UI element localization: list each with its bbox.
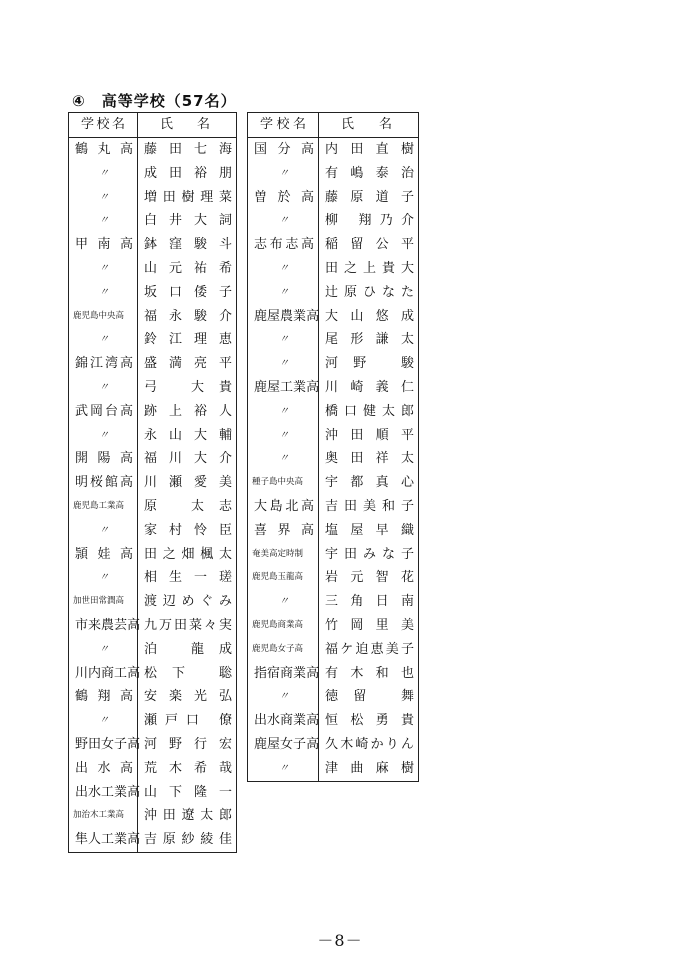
student-name-cell bbox=[319, 733, 419, 757]
school-name: 明 桜 館 高 bbox=[75, 475, 133, 491]
table-row bbox=[248, 638, 419, 662]
student-name: 坂 口 倭 子 bbox=[144, 284, 232, 300]
school-cell bbox=[69, 519, 138, 543]
student-name: 渡 辺 め ぐ み bbox=[144, 594, 232, 610]
student-name-cell bbox=[138, 566, 237, 590]
school-cell bbox=[248, 138, 319, 162]
student-name: 岩 元 智 花 bbox=[325, 570, 414, 586]
student-name: 橋 口 健 太 郎 bbox=[325, 403, 414, 419]
school-cell bbox=[69, 138, 138, 162]
student-name-cell bbox=[319, 162, 419, 186]
student-name: 藤 田 七 海 bbox=[144, 142, 232, 157]
school-cell bbox=[69, 757, 138, 781]
student-name-cell bbox=[138, 233, 237, 257]
roster-table-left bbox=[68, 112, 237, 853]
school-cell bbox=[248, 471, 319, 495]
table-row bbox=[69, 519, 237, 543]
student-name-cell bbox=[319, 495, 419, 519]
student-name-cell bbox=[138, 138, 237, 162]
school-name: 〃 bbox=[279, 358, 289, 370]
student-name: 徳 留 舞 bbox=[325, 689, 414, 705]
school-name: 喜 界 高 bbox=[254, 522, 314, 538]
student-name-cell bbox=[138, 685, 237, 709]
school-cell bbox=[248, 685, 319, 709]
school-cell bbox=[69, 709, 138, 733]
school-name: 〃 bbox=[99, 167, 109, 179]
student-name-cell bbox=[138, 376, 237, 400]
school-cell bbox=[248, 162, 319, 186]
school-cell bbox=[69, 281, 138, 305]
table-row bbox=[248, 447, 419, 471]
student-name-cell bbox=[138, 471, 237, 495]
school-cell bbox=[69, 733, 141, 757]
student-name: 塩 屋 早 織 bbox=[325, 522, 414, 538]
school-cell bbox=[248, 614, 319, 638]
school-cell bbox=[248, 638, 319, 662]
school-cell bbox=[69, 781, 141, 805]
column-header-school bbox=[248, 113, 319, 138]
table-row bbox=[248, 590, 419, 614]
school-name: 隼 人 工 業 高 bbox=[75, 832, 141, 848]
school-name: 鹿児島工業高 bbox=[73, 500, 125, 511]
student-name-cell bbox=[319, 543, 419, 567]
school-name: 鹿 屋 女 子 高 bbox=[254, 736, 320, 752]
table-row bbox=[69, 257, 237, 281]
table-row bbox=[248, 138, 419, 162]
table-row bbox=[69, 590, 237, 614]
student-name: 宇 田 み な 子 bbox=[325, 546, 414, 562]
school-name: 曽 於 高 bbox=[254, 189, 314, 205]
student-name-cell bbox=[138, 424, 237, 448]
student-name-cell bbox=[138, 804, 237, 828]
student-name-cell bbox=[138, 305, 237, 329]
student-name: 福 ケ 迫 恵 美 子 bbox=[325, 641, 414, 657]
school-cell bbox=[69, 257, 138, 281]
student-name-cell bbox=[138, 352, 237, 376]
student-name: 田 之 畑 楓 太 bbox=[144, 546, 232, 562]
table-row bbox=[248, 352, 419, 376]
roster-table-right bbox=[247, 112, 419, 782]
table-row bbox=[248, 281, 419, 305]
school-name: 大 島 北 高 bbox=[254, 498, 314, 514]
table-row bbox=[69, 424, 237, 448]
table-row bbox=[69, 281, 237, 305]
school-cell bbox=[248, 447, 319, 471]
school-name: 〃 bbox=[99, 381, 109, 393]
student-name-cell bbox=[319, 685, 419, 709]
student-name: 原 太 志 bbox=[144, 498, 232, 514]
column-header-name-label: 氏 名 bbox=[160, 117, 210, 133]
table-row bbox=[248, 471, 419, 495]
student-name-cell bbox=[138, 543, 237, 567]
student-name: 鈴 江 理 恵 bbox=[144, 332, 232, 348]
student-name-cell bbox=[319, 400, 419, 424]
table-row bbox=[69, 471, 237, 495]
table-row bbox=[248, 685, 419, 709]
student-name: 尾 形 謙 太 bbox=[325, 332, 414, 348]
school-name: 〃 bbox=[279, 215, 289, 227]
school-name: 武 岡 台 高 bbox=[75, 403, 133, 419]
school-cell bbox=[248, 733, 319, 757]
student-name-cell bbox=[319, 519, 419, 543]
column-header-name bbox=[319, 113, 419, 138]
student-name-cell bbox=[138, 257, 237, 281]
school-cell bbox=[248, 186, 319, 210]
school-name: 〃 bbox=[99, 262, 109, 274]
school-cell bbox=[69, 471, 138, 495]
student-name-cell bbox=[319, 209, 419, 233]
school-cell bbox=[248, 709, 319, 733]
student-name-cell bbox=[138, 638, 237, 662]
student-name: 白 井 大 詞 bbox=[144, 213, 232, 229]
student-name: 三 角 日 南 bbox=[325, 594, 414, 610]
student-name: 吉 田 美 和 子 bbox=[325, 498, 414, 514]
school-cell bbox=[69, 828, 141, 852]
school-cell bbox=[248, 662, 319, 686]
table-row bbox=[69, 662, 237, 686]
student-name: 川 瀬 愛 美 bbox=[144, 475, 232, 491]
school-name: 志 布 志 高 bbox=[254, 237, 314, 253]
table-row bbox=[69, 209, 237, 233]
student-name: 久 木 崎 か り ん bbox=[325, 736, 414, 752]
school-cell bbox=[69, 209, 138, 233]
school-name: 頴 娃 高 bbox=[75, 546, 133, 562]
school-name: 〃 bbox=[279, 262, 289, 274]
student-name: 吉 原 紗 綾 佳 bbox=[144, 832, 232, 848]
school-name: 〃 bbox=[99, 429, 109, 441]
school-cell bbox=[69, 352, 138, 376]
student-name: 盛 満 亮 平 bbox=[144, 356, 232, 372]
school-cell bbox=[69, 590, 138, 614]
student-name: 増 田 樹 理 菜 bbox=[144, 189, 232, 205]
school-name: 出 水 工 業 高 bbox=[75, 784, 141, 800]
school-name: 川 内 商 工 高 bbox=[75, 665, 141, 681]
school-name: 〃 bbox=[99, 286, 109, 298]
table-row bbox=[248, 328, 419, 352]
student-name: 瀬 戸 口 僚 bbox=[144, 713, 232, 729]
student-name-cell bbox=[319, 447, 419, 471]
student-name-cell bbox=[138, 186, 237, 210]
table-row bbox=[69, 162, 237, 186]
table-row bbox=[248, 376, 419, 400]
column-header-school-label: 学 校 名 bbox=[81, 117, 125, 133]
student-name: 相 生 一 瑳 bbox=[144, 570, 232, 586]
school-name: 〃 bbox=[99, 572, 109, 584]
school-cell bbox=[248, 424, 319, 448]
table-row bbox=[248, 662, 419, 686]
table-row bbox=[248, 495, 419, 519]
school-cell bbox=[69, 566, 138, 590]
student-name-cell bbox=[319, 352, 419, 376]
table-row bbox=[69, 566, 237, 590]
table-row bbox=[248, 209, 419, 233]
student-name: 福 川 大 介 bbox=[144, 451, 232, 467]
school-cell bbox=[69, 424, 138, 448]
table-row bbox=[69, 781, 237, 805]
school-name: 奄美高定時制 bbox=[252, 548, 304, 559]
student-name-cell bbox=[319, 281, 419, 305]
school-name: 鹿 屋 工 業 高 bbox=[254, 379, 320, 395]
student-name-cell bbox=[138, 400, 237, 424]
table-row bbox=[69, 543, 237, 567]
table-row bbox=[248, 186, 419, 210]
table-row bbox=[248, 519, 419, 543]
student-name-cell bbox=[319, 257, 419, 281]
school-name: 出 水 高 bbox=[75, 760, 133, 776]
school-name: 鹿児島女子高 bbox=[252, 643, 304, 654]
student-name-cell bbox=[138, 209, 237, 233]
school-name: 〃 bbox=[279, 334, 289, 346]
column-header-school-label: 学 校 名 bbox=[260, 117, 306, 133]
table-row bbox=[248, 566, 419, 590]
table-row bbox=[248, 424, 419, 448]
student-name: 成 田 裕 朋 bbox=[144, 165, 232, 181]
school-name: 鶴 翔 高 bbox=[75, 689, 133, 705]
school-cell bbox=[248, 543, 319, 567]
school-name: 甲 南 高 bbox=[75, 237, 133, 253]
table-row bbox=[69, 614, 237, 638]
student-name: 津 曲 麻 樹 bbox=[325, 760, 414, 776]
school-name: 加治木工業高 bbox=[73, 810, 125, 821]
student-name-cell bbox=[138, 495, 237, 519]
table-row bbox=[69, 828, 237, 852]
column-header-name bbox=[138, 113, 237, 138]
school-cell bbox=[248, 519, 319, 543]
table-row bbox=[69, 757, 237, 781]
table-row bbox=[69, 233, 237, 257]
table-row bbox=[69, 328, 237, 352]
school-cell bbox=[248, 376, 319, 400]
student-name-cell bbox=[319, 376, 419, 400]
student-name: 弓 大 貴 bbox=[144, 379, 232, 395]
school-name: 鹿児島商業高 bbox=[252, 619, 304, 630]
student-name: 大 山 悠 成 bbox=[325, 308, 414, 324]
student-name-cell bbox=[319, 138, 419, 162]
school-name: 野 田 女 子 高 bbox=[75, 736, 141, 752]
table-row bbox=[69, 495, 237, 519]
school-name: 〃 bbox=[279, 286, 289, 298]
table-row bbox=[69, 804, 237, 828]
school-cell bbox=[248, 757, 319, 781]
school-cell bbox=[69, 662, 141, 686]
school-name: 錦 江 湾 高 bbox=[75, 356, 133, 372]
school-cell bbox=[69, 614, 141, 638]
student-name: 荒 木 希 哉 bbox=[144, 760, 232, 776]
student-name: 家 村 怜 臣 bbox=[144, 522, 232, 538]
table-row bbox=[69, 138, 237, 162]
student-name-cell bbox=[319, 328, 419, 352]
school-cell bbox=[69, 162, 138, 186]
school-name: 出 水 商 業 高 bbox=[254, 713, 320, 729]
school-name: 〃 bbox=[279, 167, 289, 179]
student-name: 跡 上 裕 人 bbox=[144, 403, 232, 419]
table-row bbox=[248, 400, 419, 424]
table-row bbox=[69, 305, 237, 329]
student-name-cell bbox=[138, 281, 237, 305]
student-name: 宇 都 真 心 bbox=[325, 475, 414, 491]
student-name-cell bbox=[319, 614, 419, 638]
student-name: 有 木 和 也 bbox=[325, 665, 414, 681]
table-row bbox=[69, 638, 237, 662]
section-heading: ④ 高等学校（57名） bbox=[72, 92, 237, 110]
student-name: 泊 龍 成 bbox=[144, 641, 232, 657]
school-name: 種子島中央高 bbox=[252, 477, 304, 488]
student-name-cell bbox=[138, 447, 237, 471]
school-cell bbox=[69, 543, 138, 567]
table-row bbox=[248, 162, 419, 186]
student-name: 山 下 隆 一 bbox=[144, 784, 232, 800]
student-name-cell bbox=[319, 424, 419, 448]
student-name-cell bbox=[138, 662, 237, 686]
school-cell bbox=[69, 328, 138, 352]
school-cell bbox=[69, 233, 138, 257]
school-cell bbox=[248, 233, 319, 257]
school-cell bbox=[248, 590, 319, 614]
student-name-cell bbox=[138, 162, 237, 186]
school-name: 〃 bbox=[99, 524, 109, 536]
school-name: 〃 bbox=[99, 334, 109, 346]
table-row bbox=[248, 757, 419, 781]
school-name: 〃 bbox=[99, 643, 109, 655]
student-name-cell bbox=[138, 733, 237, 757]
table-row bbox=[248, 305, 419, 329]
page-number: －8－ bbox=[317, 931, 363, 950]
school-name: 〃 bbox=[279, 762, 289, 774]
school-name: 市 来 農 芸 高 bbox=[75, 617, 141, 633]
table-row bbox=[248, 614, 419, 638]
table-row bbox=[69, 709, 237, 733]
student-name-cell bbox=[138, 709, 237, 733]
student-name: 九 万 田 菜 々 実 bbox=[144, 617, 232, 633]
student-name: 河 野 駿 bbox=[325, 356, 414, 372]
school-name: 国 分 高 bbox=[254, 142, 314, 157]
table-row bbox=[248, 543, 419, 567]
student-name-cell bbox=[319, 186, 419, 210]
school-cell bbox=[69, 638, 138, 662]
student-name-cell bbox=[319, 471, 419, 495]
school-name: 〃 bbox=[99, 215, 109, 227]
student-name: 沖 田 順 平 bbox=[325, 427, 414, 443]
student-name: 竹 岡 里 美 bbox=[325, 617, 414, 633]
student-name: 奥 田 祥 太 bbox=[325, 451, 414, 467]
school-name: 鶴 丸 高 bbox=[75, 142, 133, 157]
student-name: 川 崎 義 仁 bbox=[325, 379, 414, 395]
column-header-school bbox=[69, 113, 138, 138]
student-name: 福 永 駿 介 bbox=[144, 308, 232, 324]
student-name-cell bbox=[319, 566, 419, 590]
school-cell bbox=[248, 495, 319, 519]
school-name: 開 陽 高 bbox=[75, 451, 133, 467]
school-name: 指 宿 商 業 高 bbox=[254, 665, 320, 681]
school-cell bbox=[248, 257, 319, 281]
student-name: 内 田 直 樹 bbox=[325, 142, 414, 157]
student-name-cell bbox=[138, 519, 237, 543]
student-name-cell bbox=[319, 305, 419, 329]
student-name: 柳 翔 乃 介 bbox=[325, 213, 414, 229]
student-name-cell bbox=[319, 590, 419, 614]
school-name: 〃 bbox=[99, 715, 109, 727]
school-name: 加世田常潤高 bbox=[73, 596, 125, 607]
student-name: 松 下 聡 bbox=[144, 665, 232, 681]
student-name-cell bbox=[319, 638, 419, 662]
school-name: 〃 bbox=[279, 691, 289, 703]
school-cell bbox=[69, 495, 138, 519]
student-name: 藤 原 道 子 bbox=[325, 189, 414, 205]
student-name-cell bbox=[138, 757, 237, 781]
table-header-row bbox=[248, 113, 419, 138]
student-name: 永 山 大 輔 bbox=[144, 427, 232, 443]
school-name: 〃 bbox=[279, 429, 289, 441]
table-row bbox=[248, 709, 419, 733]
table-row bbox=[69, 186, 237, 210]
table-row bbox=[69, 376, 237, 400]
school-cell bbox=[248, 281, 319, 305]
school-name: 〃 bbox=[99, 191, 109, 203]
school-name: 鹿児島中央高 bbox=[73, 310, 125, 321]
table-row bbox=[248, 733, 419, 757]
school-cell bbox=[248, 328, 319, 352]
school-cell bbox=[69, 447, 138, 471]
student-name: 田 之 上 貴 大 bbox=[325, 260, 414, 276]
table-row bbox=[69, 447, 237, 471]
table-row bbox=[248, 233, 419, 257]
school-cell bbox=[248, 209, 319, 233]
student-name-cell bbox=[319, 233, 419, 257]
table-row bbox=[69, 685, 237, 709]
student-name-cell bbox=[319, 662, 419, 686]
school-name: 〃 bbox=[279, 405, 289, 417]
table-header-row bbox=[69, 113, 237, 138]
student-name-cell bbox=[138, 828, 237, 852]
table-row bbox=[69, 400, 237, 424]
student-name-cell bbox=[138, 328, 237, 352]
school-name: 鹿 屋 農 業 高 bbox=[254, 308, 320, 324]
school-cell bbox=[248, 305, 319, 329]
school-cell bbox=[69, 400, 138, 424]
school-name: 〃 bbox=[279, 596, 289, 608]
student-name: 山 元 祐 希 bbox=[144, 260, 232, 276]
student-name: 沖 田 遼 太 郎 bbox=[144, 808, 232, 824]
school-name: 〃 bbox=[279, 453, 289, 465]
school-cell bbox=[69, 305, 138, 329]
student-name: 恒 松 勇 貴 bbox=[325, 713, 414, 729]
school-name: 鹿児島玉龍高 bbox=[252, 572, 304, 583]
student-name: 稲 留 公 平 bbox=[325, 237, 414, 253]
column-header-name-label: 氏 名 bbox=[341, 117, 392, 133]
school-cell bbox=[69, 685, 138, 709]
table-row bbox=[248, 257, 419, 281]
student-name-cell bbox=[138, 781, 237, 805]
student-name: 辻 原 ひ な た bbox=[325, 284, 414, 300]
student-name: 鉢 窪 駿 斗 bbox=[144, 237, 232, 253]
student-name: 河 野 行 宏 bbox=[144, 736, 232, 752]
table-row bbox=[69, 733, 237, 757]
school-cell bbox=[248, 566, 319, 590]
student-name-cell bbox=[319, 709, 419, 733]
school-cell bbox=[248, 352, 319, 376]
table-row bbox=[69, 352, 237, 376]
school-cell bbox=[69, 376, 138, 400]
student-name-cell bbox=[138, 590, 237, 614]
school-cell bbox=[69, 804, 138, 828]
school-cell bbox=[69, 186, 138, 210]
student-name: 安 楽 光 弘 bbox=[144, 689, 232, 705]
student-name: 有 嶋 泰 治 bbox=[325, 165, 414, 181]
student-name-cell bbox=[138, 614, 237, 638]
school-cell bbox=[248, 400, 319, 424]
student-name-cell bbox=[319, 757, 419, 781]
